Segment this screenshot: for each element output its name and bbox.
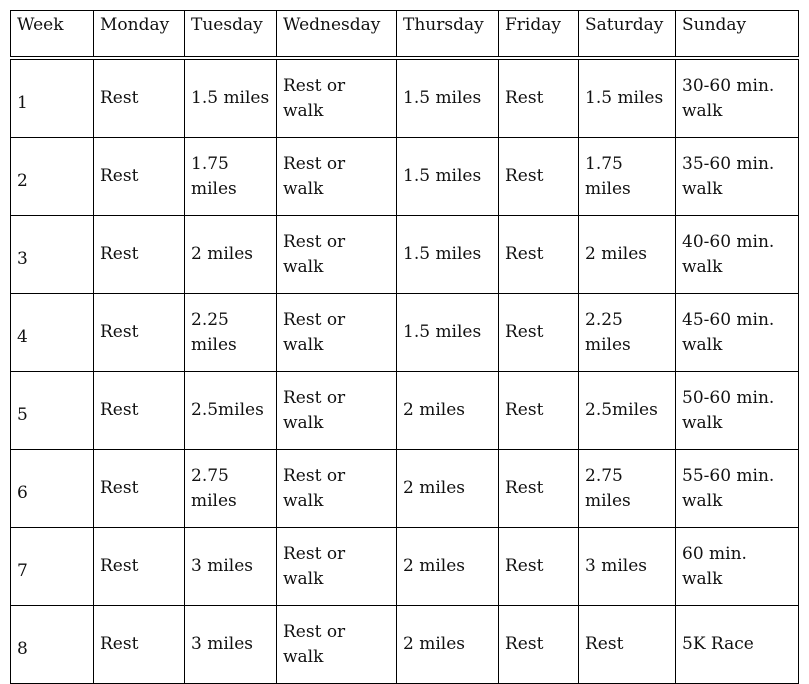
cell-monday: Rest <box>94 372 185 450</box>
cell-tuesday: 2.75 miles <box>185 450 277 528</box>
cell-wednesday: Rest or walk <box>277 58 397 138</box>
cell-saturday: 1.5 miles <box>579 58 676 138</box>
header-wednesday: Wednesday <box>277 11 397 59</box>
cell-saturday: 1.75 miles <box>579 138 676 216</box>
cell-friday: Rest <box>499 58 579 138</box>
cell-friday: Rest <box>499 606 579 684</box>
table-row <box>11 450 799 528</box>
cell-tuesday: 1.75 miles <box>185 138 277 216</box>
cell-friday: Rest <box>499 138 579 216</box>
cell-wednesday: Rest or walk <box>277 528 397 606</box>
cell-monday: Rest <box>94 216 185 294</box>
cell-saturday: 2.75 miles <box>579 450 676 528</box>
header-row <box>11 11 799 59</box>
cell-tuesday: 3 miles <box>185 606 277 684</box>
cell-monday: Rest <box>94 294 185 372</box>
cell-friday: Rest <box>499 372 579 450</box>
cell-sunday: 5K Race <box>676 606 799 684</box>
cell-sunday: 40-60 min. walk <box>676 216 799 294</box>
cell-wednesday: Rest or walk <box>277 138 397 216</box>
cell-thursday: 1.5 miles <box>397 58 499 138</box>
cell-saturday: 2.5miles <box>579 372 676 450</box>
header-sunday: Sunday <box>676 11 799 59</box>
table-row <box>11 58 799 138</box>
cell-week: 5 <box>11 372 94 450</box>
cell-week: 6 <box>11 450 94 528</box>
cell-monday: Rest <box>94 138 185 216</box>
table-row <box>11 528 799 606</box>
cell-tuesday: 3 miles <box>185 528 277 606</box>
cell-friday: Rest <box>499 528 579 606</box>
table-row <box>11 606 799 684</box>
cell-monday: Rest <box>94 528 185 606</box>
table-row <box>11 138 799 216</box>
cell-week: 2 <box>11 138 94 216</box>
cell-sunday: 35-60 min. walk <box>676 138 799 216</box>
cell-friday: Rest <box>499 450 579 528</box>
cell-thursday: 1.5 miles <box>397 138 499 216</box>
cell-saturday: 3 miles <box>579 528 676 606</box>
cell-saturday: 2.25 miles <box>579 294 676 372</box>
header-thursday: Thursday <box>397 11 499 59</box>
table-body <box>11 58 799 684</box>
cell-monday: Rest <box>94 606 185 684</box>
cell-week: 8 <box>11 606 94 684</box>
cell-thursday: 1.5 miles <box>397 216 499 294</box>
training-schedule-table <box>10 10 799 684</box>
header-saturday: Saturday <box>579 11 676 59</box>
cell-week: 1 <box>11 58 94 138</box>
cell-wednesday: Rest or walk <box>277 216 397 294</box>
cell-wednesday: Rest or walk <box>277 294 397 372</box>
cell-saturday: 2 miles <box>579 216 676 294</box>
table-row <box>11 372 799 450</box>
cell-saturday: Rest <box>579 606 676 684</box>
cell-sunday: 50-60 min. walk <box>676 372 799 450</box>
cell-wednesday: Rest or walk <box>277 606 397 684</box>
cell-sunday: 60 min. walk <box>676 528 799 606</box>
cell-week: 3 <box>11 216 94 294</box>
cell-monday: Rest <box>94 58 185 138</box>
cell-week: 7 <box>11 528 94 606</box>
table-row <box>11 216 799 294</box>
cell-thursday: 2 miles <box>397 606 499 684</box>
cell-wednesday: Rest or walk <box>277 372 397 450</box>
cell-monday: Rest <box>94 450 185 528</box>
cell-thursday: 2 miles <box>397 528 499 606</box>
table-row <box>11 294 799 372</box>
cell-sunday: 30-60 min. walk <box>676 58 799 138</box>
header-tuesday: Tuesday <box>185 11 277 59</box>
cell-sunday: 55-60 min. walk <box>676 450 799 528</box>
header-monday: Monday <box>94 11 185 59</box>
cell-tuesday: 2.25 miles <box>185 294 277 372</box>
cell-tuesday: 2 miles <box>185 216 277 294</box>
cell-friday: Rest <box>499 294 579 372</box>
cell-thursday: 2 miles <box>397 372 499 450</box>
cell-week: 4 <box>11 294 94 372</box>
table-header <box>11 11 799 59</box>
cell-wednesday: Rest or walk <box>277 450 397 528</box>
cell-tuesday: 2.5miles <box>185 372 277 450</box>
cell-tuesday: 1.5 miles <box>185 58 277 138</box>
cell-thursday: 1.5 miles <box>397 294 499 372</box>
cell-thursday: 2 miles <box>397 450 499 528</box>
cell-sunday: 45-60 min. walk <box>676 294 799 372</box>
cell-friday: Rest <box>499 216 579 294</box>
header-friday: Friday <box>499 11 579 59</box>
header-week: Week <box>11 11 94 59</box>
